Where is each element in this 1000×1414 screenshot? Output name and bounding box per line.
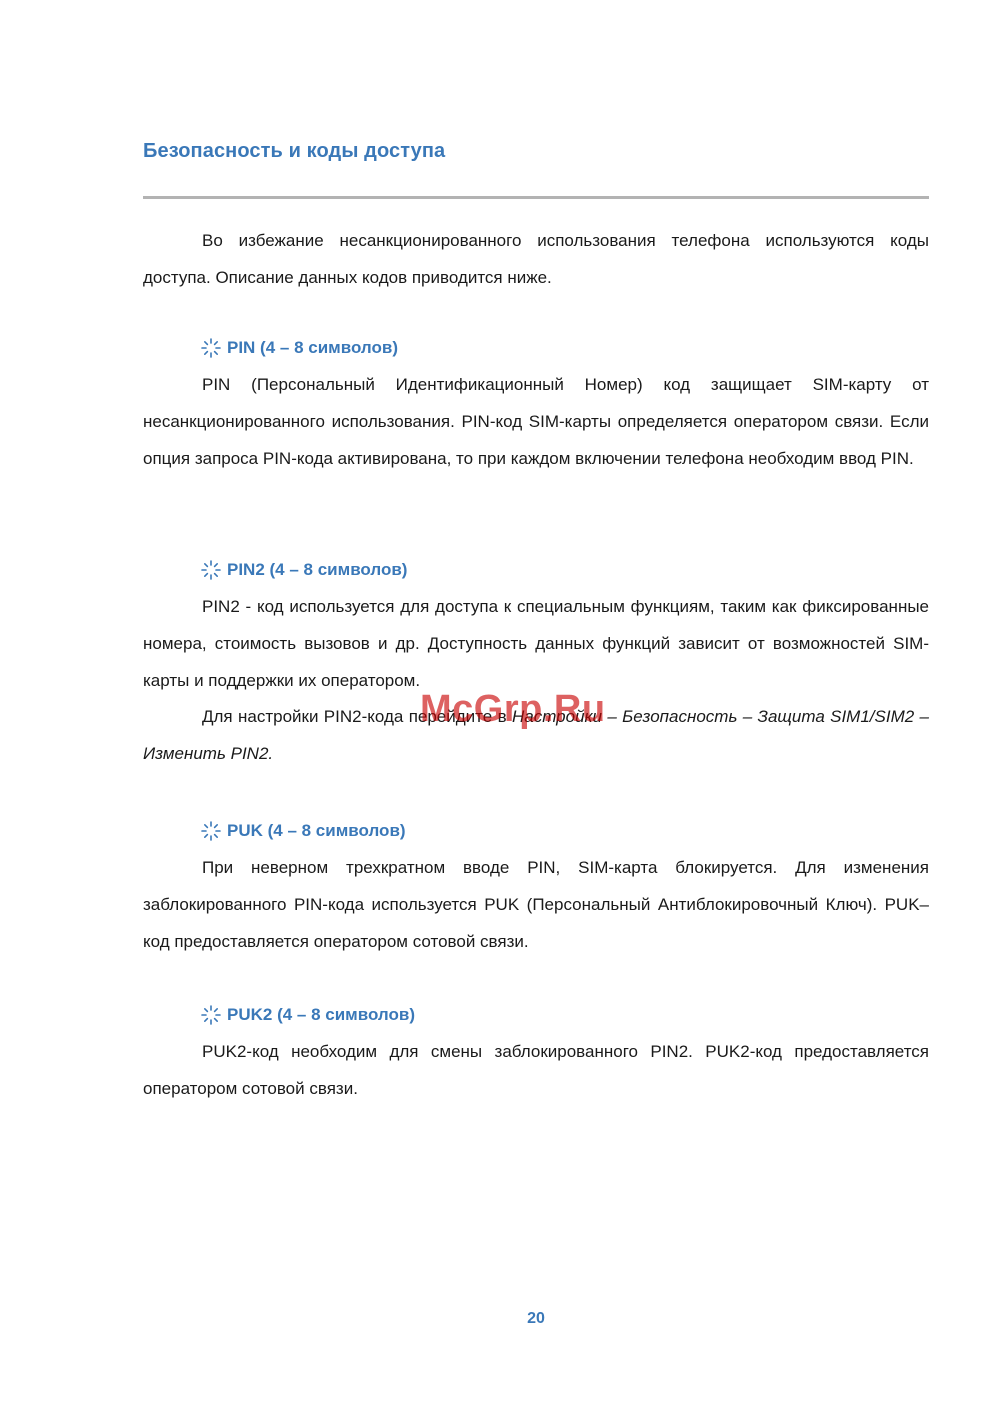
section-body-puk: При неверном трехкратном вводе PIN, SIM-карта блокируется. Для изменения заблокированного PIN-кода используется PUK (Персональный Антиблокировочный Ключ). PUK–код предоставляется оператором сотовой связи. — [143, 858, 929, 951]
section-heading-pin2: PIN2 (4 – 8 символов) — [201, 559, 407, 581]
sparkle-icon — [201, 1005, 221, 1025]
section-body-pin2: PIN2 - код используется для доступа к специальным функциям, таким как фиксированные номера, стоимость вызовов и др. Доступность данных функций зависит от возможностей SIM-карты и поддержки их оператором. — [143, 597, 929, 690]
section-note-pin2: Для настройки PIN2-кода перейдите в Настройки – Безопасность – Защита SIM1/SIM2 – Изменить PIN2. — [143, 707, 930, 763]
sparkle-icon — [201, 560, 221, 580]
sparkle-icon — [201, 338, 221, 358]
section-heading-puk: PUK (4 – 8 символов) — [201, 820, 406, 842]
section-body-puk2: PUK2-код необходим для смены заблокированного PIN2. PUK2-код предоставляется оператором сотовой связи. — [143, 1042, 929, 1098]
settings-path: Настройки – Безопасность – Защита SIM1/SIM2 – Изменить PIN2. — [143, 707, 930, 763]
page-title: Безопасность и коды доступа — [143, 140, 446, 162]
intro-paragraph: Во избежание несанкционированного использования телефона используются коды доступа. Описание данных кодов приводится ниже. — [143, 231, 929, 287]
sparkle-icon — [201, 821, 221, 841]
page-number: 20 — [527, 1310, 545, 1327]
watermark: McGrp.Ru — [420, 688, 606, 730]
title-divider — [143, 196, 929, 199]
section-heading-pin: PIN (4 – 8 символов) — [201, 337, 398, 359]
section-heading-puk2: PUK2 (4 – 8 символов) — [201, 1004, 415, 1026]
section-body-pin: PIN (Персональный Идентификационный Номер) код защищает SIM-карту от несанкционированного использования. PIN-код SIM-карты определяется оператором связи. Если опция запроса PIN-кода активирована, то при каждом включении телефона необходим ввод PIN. — [143, 375, 929, 468]
